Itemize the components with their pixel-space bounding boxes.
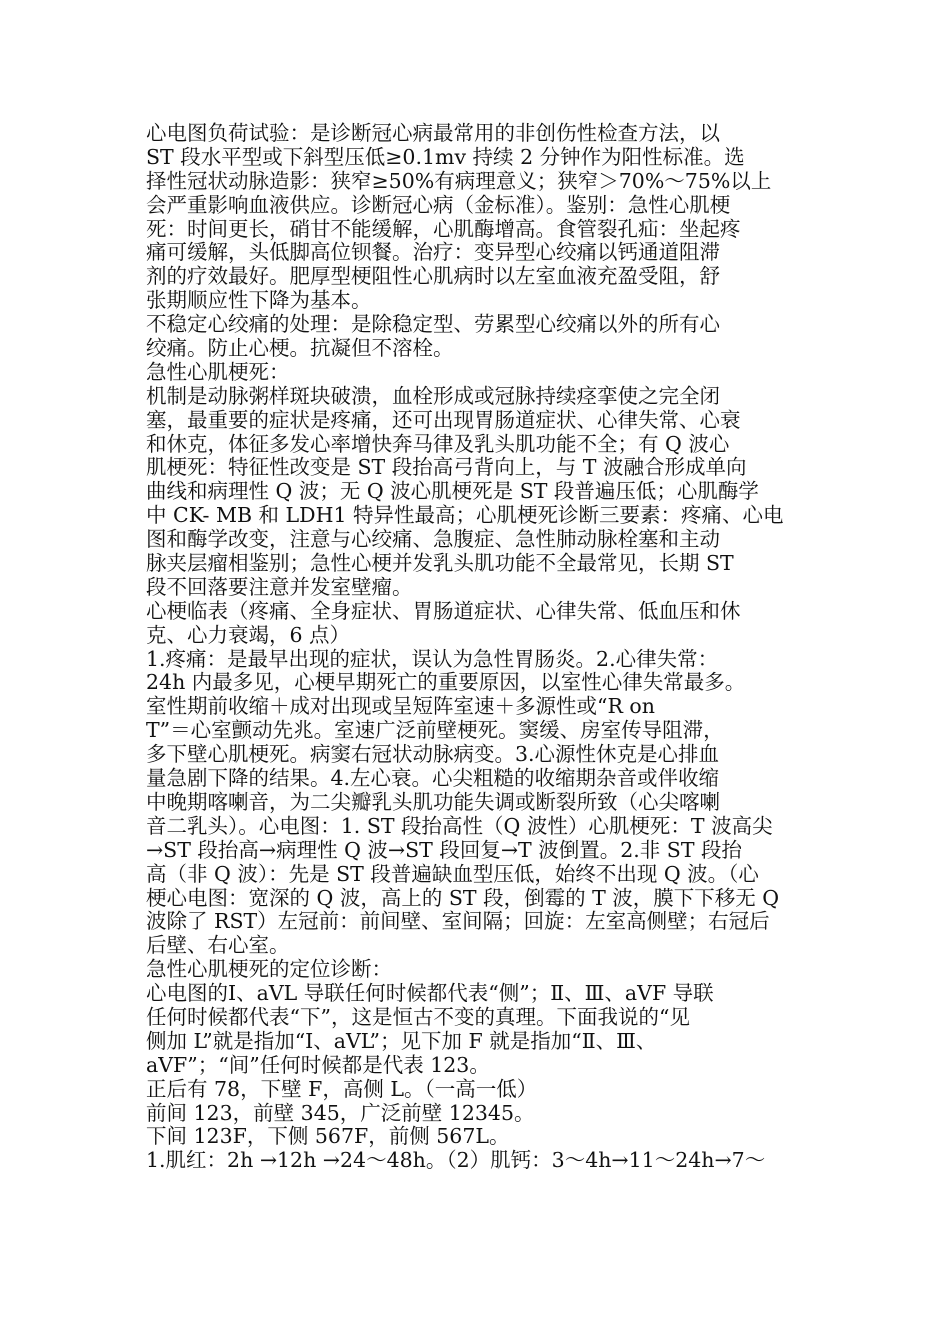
text-line: 脉夹层瘤相鉴别；急性心梗并发乳头肌功能不全最常见，长期 ST xyxy=(146,552,734,576)
text-line: 室性期前收缩＋成对出现或呈短阵室速＋多源性或“R on xyxy=(146,695,655,719)
text-line: 肌梗死：特征性改变是 ST 段抬高弓背向上，与 T 波融合形成单向 xyxy=(146,456,747,480)
text-line: 会严重影响血液供应。诊断冠心病（金标准）。鉴别：急性心肌梗 xyxy=(146,193,731,217)
text-line: 后壁、右心室。 xyxy=(146,934,290,958)
text-line: 中 CK- MB 和 LDH1 特异性最高；心肌梗死诊断三要素：疼痛、心电 xyxy=(146,504,784,528)
text-line: 择性冠状动脉造影：狭窄≥50%有病理意义；狭窄＞70%～75%以上 xyxy=(146,169,772,193)
text-line: 心电图的Ⅰ、aVL 导联任何时候都代表“侧”；Ⅱ、Ⅲ、aVF 导联 xyxy=(146,982,714,1006)
text-line: 多下壁心肌梗死。病窦右冠状动脉病变。3.心源性休克是心排血 xyxy=(146,743,720,767)
text-line: 机制是动脉粥样斑块破溃，血栓形成或冠脉持续痉挛使之完全闭 xyxy=(146,384,720,408)
text-line: 前间 123，前壁 345，广泛前壁 12345。 xyxy=(146,1101,535,1125)
text-line: 侧加 L”就是指加“Ⅰ、aVL”；见下加 F 就是指加“Ⅱ、Ⅲ、 xyxy=(146,1029,657,1053)
text-line: 音二乳头）。心电图：1. ST 段抬高性（Q 波性）心肌梗死：T 波高尖 xyxy=(146,814,773,838)
text-line: 1.疼痛：是最早出现的症状，误认为急性胃肠炎。2.心律失常： xyxy=(146,647,719,671)
text-line: 塞，最重要的症状是疼痛，还可出现胃肠道症状、心律失常、心衰 xyxy=(146,408,741,432)
text-line: 中晚期喀喇音，为二尖瓣乳头肌功能失调或断裂所致（心尖喀喇 xyxy=(146,790,720,814)
text-line: 高（非 Q 波）：先是 ST 段普遍缺血型压低，始终不出现 Q 波。（心 xyxy=(146,862,759,886)
section-heading: 急性心肌梗死： xyxy=(146,360,290,384)
text-line: 曲线和病理性 Q 波；无 Q 波心肌梗死是 ST 段普遍压低；心肌酶学 xyxy=(146,480,759,504)
text-line: 心梗临表（疼痛、全身症状、胃肠道症状、心律失常、低血压和休 xyxy=(146,599,741,623)
text-line: 量急剧下降的结果。4.左心衰。心尖粗糙的收缩期杂音或伴收缩 xyxy=(146,767,720,791)
text-line: 正后有 78，下壁 F，高侧 L。（一高一低） xyxy=(146,1077,538,1101)
text-line: 不稳定心绞痛的处理：是除稳定型、劳累型心绞痛以外的所有心 xyxy=(146,313,720,337)
text-line: →ST 段抬高→病理性 Q 波→ST 段回复→T 波倒置。2.非 ST 段抬 xyxy=(146,838,743,862)
text-line: ST 段水平型或下斜型压低≥0.1mv 持续 2 分钟作为阳性标准。选 xyxy=(146,145,745,169)
text-line: 张期顺应性下降为基本。 xyxy=(146,289,372,313)
text-line: 痛可缓解，头低脚高位钡餐。治疗：变异型心绞痛以钙通道阻滞 xyxy=(146,241,720,265)
text-line: 波除了 RST）左冠前：前间壁、室间隔；回旋：左室高侧壁；右冠后 xyxy=(146,910,770,934)
text-line: 绞痛。防止心梗。抗凝但不溶栓。 xyxy=(146,337,454,361)
text-line: 24h 内最多见，心梗早期死亡的重要原因，以室性心律失常最多。 xyxy=(146,671,746,695)
text-line: 段不回落要注意并发室壁瘤。 xyxy=(146,575,413,599)
text-line: 克、心力衰竭，6 点） xyxy=(146,623,351,647)
text-line: 和休克，体征多发心率增快奔马律及乳头肌功能不全；有 Q 波心 xyxy=(146,432,730,456)
section-heading: 急性心肌梗死的定位诊断： xyxy=(146,958,392,982)
text-line: 剂的疗效最好。肥厚型梗阻性心肌病时以左室血液充盈受阻，舒 xyxy=(146,265,720,289)
text-line: aVF”；“间”任何时候都是代表 123。 xyxy=(146,1053,490,1077)
document-body xyxy=(146,122,810,1173)
text-line: 下间 123F，下侧 567F，前侧 567L。 xyxy=(146,1125,510,1149)
text-line: 心电图负荷试验：是诊断冠心病最常用的非创伤性检查方法，以 xyxy=(146,122,720,145)
text-line: 1.肌红：2h →12h →24～48h。（2）肌钙：3～4h→11～24h→7～ xyxy=(146,1149,766,1173)
text-line: 任何时候都代表“下”，这是恒古不变的真理。下面我说的“见 xyxy=(146,1005,690,1029)
text-line: T”＝心室颤动先兆。室速广泛前壁梗死。窦缓、房室传导阻滞， xyxy=(146,719,724,743)
text-line: 死：时间更长，硝甘不能缓解，心肌酶增高。食管裂孔疝：坐起疼 xyxy=(146,217,741,241)
text-line: 梗心电图：宽深的 Q 波，高上的 ST 段，倒霉的 T 波，膜下下移无 Q xyxy=(146,886,780,910)
text-line: 图和酶学改变，注意与心绞痛、急腹症、急性肺动脉栓塞和主动 xyxy=(146,528,720,552)
